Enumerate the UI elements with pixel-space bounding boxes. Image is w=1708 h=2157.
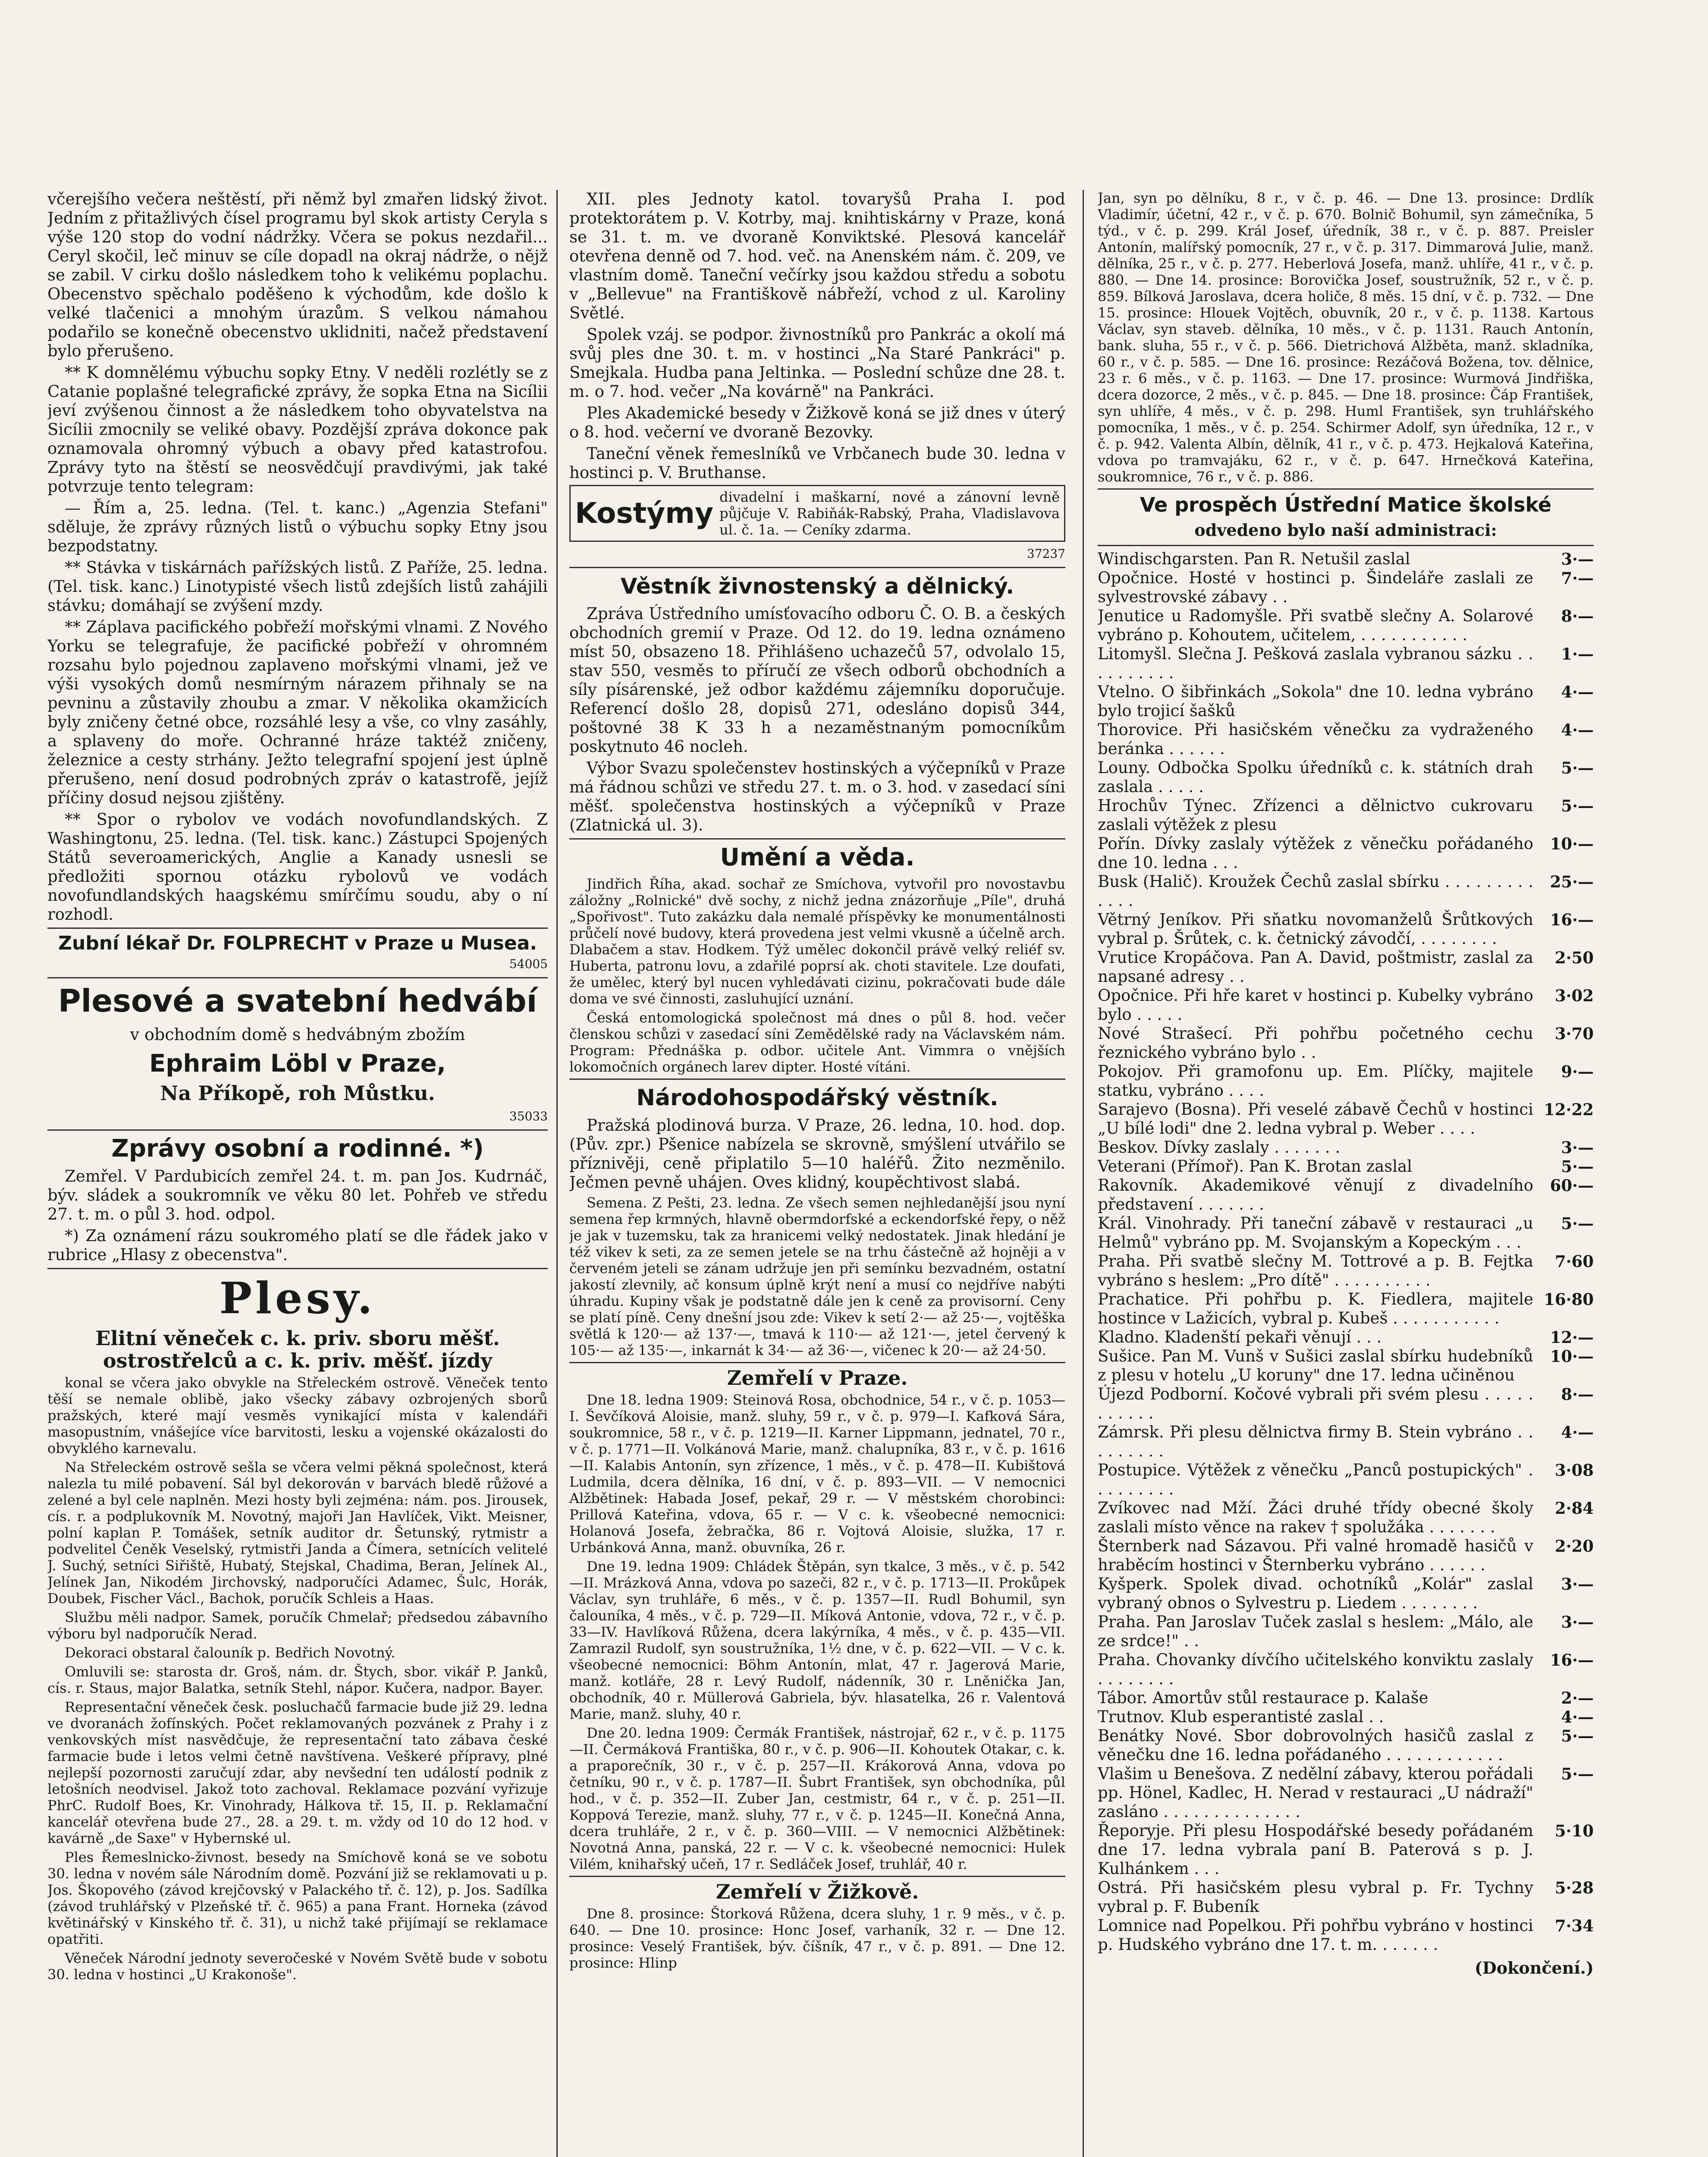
trade-text: Výbor Svazu společenstev hostinských a výčepníků v Praze má řádnou schůzi ve středu 27. t. m. o 3. hod. v zasedací síni měšť. společenstva hostinských a výčepníků v Praze (Zlatnická ul. 3). — [569, 759, 1065, 834]
donation-row — [1098, 1461, 1594, 1499]
donation-row — [1098, 834, 1594, 872]
donation-amount: 3·— — [1561, 1138, 1594, 1157]
ball-notice: Spolek vzáj. se podpor. živnostníků pro Pankrác a okolí má svůj ples dne 30. t. m. v hostinci „Na Staré Pankráci" p. Smejkala. Hudba pana Jeltinka. — Poslední schůze dne 28. t. m. o 7. hod. večer „Na kovárně" na Pankráci. — [569, 325, 1065, 401]
donation-text: Řeporyje. Při plesu Hospodářské besedy pořádaném dne 17. ledna vybrala paní B. Paterová s p. J. Kulhánkem . . . — [1098, 1821, 1533, 1878]
donation-text: Lomnice nad Popelkou. Při pohřbu vybráno v hostinci p. Hudského vybráno dne 17. t. m. . . . . . . — [1098, 1916, 1533, 1954]
article-rome-telegram: — Řím a, 25. ledna. (Tel. t. kanc.) „Agenzia Stefani" sděluje, že zprávy různých listů o výbuchu sopky Etny jsou bezpodstatny. — [47, 499, 548, 555]
art-text: Jindřich Říha, akad. sochař ze Smíchova, vytvořil pro novostavbu záložny „Rolnické" dvě sochy, z nichž jedna znázorňuje „Píle", druhá „Spořivost". Tuto zakázku dala nemalé příspěvky ke monumentálnosti průčelí nové budovy, která provedena jest velmi vkusně a účelně arch. Dlabačem a stav. Hodkem. Týž umělec dokončil právě velký reliéf sv. Huberta, patronu lovu, a zdařilé poprsí ak. choti stavitele. Lze doufati, že umělec, který byl nucen vyhledávati cizinu, pokračovati bude dále doma ve své činnosti, zasluhující uznání. — [569, 876, 1065, 1007]
donation-text: Šternberk nad Sázavou. Při valné hromadě hasičů v hraběcím hostinci v Šternberku vybráno . . . . . . — [1098, 1537, 1533, 1574]
ad-number: 37237 — [1027, 547, 1065, 561]
donation-text: Litomyšl. Slečna J. Pešková zaslala vybranou sázku . . . . . . . . . . — [1098, 645, 1533, 682]
donation-text: Postupice. Výtěžek z věnečku „Panců postupických" . . . . . . . . . — [1098, 1461, 1533, 1498]
donation-row — [1098, 1821, 1594, 1878]
donation-row — [1098, 1878, 1594, 1916]
donation-row — [1098, 720, 1594, 758]
column-left — [47, 190, 548, 2157]
section-title-art: Umění a věda. — [720, 843, 915, 871]
donation-row — [1098, 1157, 1594, 1176]
donation-amount: 3·— — [1561, 550, 1594, 569]
donation-amount: 5·— — [1561, 1764, 1594, 1783]
donation-text: Opočnice. Při hře karet v hostinci p. Kubelky vybráno bylo . . . . . — [1098, 986, 1533, 1024]
donation-text: Thorovice. Při hasičském věnečku za vydraženého beránka . . . . . . — [1098, 720, 1533, 758]
donation-row — [1098, 1328, 1594, 1347]
donation-row — [1098, 1423, 1594, 1461]
column-middle — [569, 190, 1065, 2157]
ad-number: 54005 — [509, 957, 548, 971]
divider — [569, 567, 1065, 568]
donation-amount: 5·— — [1561, 1726, 1594, 1745]
donation-row — [1098, 1537, 1594, 1575]
divider — [47, 1129, 548, 1131]
donation-text: Praha. Chovanky dívčího učitelského konviktu zaslaly . . . . . . . . — [1098, 1651, 1533, 1688]
divider — [47, 1268, 548, 1269]
donation-row — [1098, 569, 1594, 607]
ad-number: 35033 — [509, 1109, 548, 1123]
donation-text: Pokojov. Při gramofonu up. Em. Plíčky, majitele statku, vybráno . . . . — [1098, 1062, 1533, 1100]
divider — [1098, 488, 1594, 490]
donation-row — [1098, 1176, 1594, 1214]
column-right — [1098, 190, 1594, 2157]
donation-amount: 16·— — [1550, 1651, 1594, 1670]
ball-text: Na Střeleckém ostrově sešla se včera velmi pěkná společnost, která nalezla tu milé pobavení. Sál byl dekorován v barvách bledě růžové a zelené a byl cele naplněn. Mezi hosty byli zejména: nám. pos. Jirousek, cís. r. a podplukovník M. Novotný, majoři Jan Havlíček, Vikt. Meisner, polní kaplan P. Tomášek, setník auditor dr. Šetunský, rytmistr a podvelitel Čeněk Veselský, rytmistři Janda a Čímera, setnících velitelé J. Suchý, setníci Siřiště, Hubatý, Stejskal, Chadima, Beran, Jelínek Al., Jelínek Jan, Nikodém Jirchovský, nadporučíci Adamec, Šulc, Horák, Doubek, Fischer Václ., Bachok, poručík Schleis a Haas. — [47, 1459, 548, 1607]
donation-text: Praha. Při svatbě slečny M. Tottrové a p. B. Fejtka vybráno s heslem: „Pro dítě" . . . . . . . . . . — [1098, 1252, 1533, 1289]
donation-row — [1098, 1726, 1594, 1764]
donation-amount: 4·— — [1561, 720, 1594, 739]
donation-text: Opočnice. Hosté v hostinci p. Šindeláře zaslali ze sylvestrovské zábavy . . — [1098, 569, 1533, 606]
donation-amount: 60·— — [1550, 1176, 1594, 1195]
trade-text: Zpráva Ústředního umísťovacího odboru Č. O. B. a českých obchodních gremií v Praze. Od 12. do 19. ledna oznámeno míst 50, obsazeno 18. Přihlášeno uchazečů 57, odvolalo 15, stav 550, vesměs to příručí ze všech odborů obchodních a síly písárenské, jež odbor každému zájemníku doporučuje. Referencí došlo 28, dopisů 271, odesláno dopisů 344, poštovné 38 K 33 h a nezaměstnaným pomocníkům poskytnuto 46 nocleh. — [569, 604, 1065, 756]
donation-text: Veterani (Přímoř). Pan K. Brotan zaslal — [1098, 1157, 1412, 1176]
article-paris-strike: ** Stávka v tiskárnách pařížských listů. Z Paříže, 25. ledna. (Tel. tisk. kanc.) Linotypisté všech listů zdejších listů zahájili stávku; domáhají se zvýšení mzdy. — [47, 558, 548, 615]
donation-amount: 3·70 — [1554, 1024, 1594, 1043]
art-text: Česká entomologická společnost má dnes o půl 8. hod. večer členskou schůzi v zasedací síni Zemědělské rady na Václavském nám. Program: Přednáška p. odbor. učitele Ant. Vimmra o vnějších lokomočních orgánech larev dipter. Hosté vítáni. — [569, 1009, 1065, 1075]
donation-amount: 8·— — [1561, 607, 1594, 626]
ad-costumes-text: divadelní i maškarní, nové a zánovní levně půjčuje V. Rabiňák-Rabský, Praha, Vladislavova ul. č. 1a. — Ceníky zdarma. — [719, 489, 1060, 538]
personal-footnote: *) Za oznámení rázu soukromého platí se dle řádek jako v rubrice „Hlasy z obecenstva". — [47, 1226, 548, 1264]
donation-row — [1098, 1290, 1594, 1328]
donation-text: Kyšperk. Spolek divad. ochotníků „Kolár" zaslal vybraný obnos o Sylvestru p. Liedem . . . . . . . . — [1098, 1575, 1533, 1612]
donation-amount: 1·— — [1561, 645, 1594, 663]
economy-text: Semena. Z Pešti, 23. ledna. Ze všech semen nejhledanější jsou nyní semena řep krmných, hlavně obermdorfské a eckendorfské řepy, o něž je jak v tuzemsku, tak za hranicemi velký nedostatek. Jinak hledání je též vikev k seti, za ze semen jetele se na trhu částečně až hojněji a v červeném jeteli se zánam udržuje jen při semínku bezvadném, ostatní jakostí zlevnily, ač konsum úplně krýt není a musí co nejdříve nabýti úhradu. Kupiny však je podstatně dále jen k ceně za provisorní. Ceny se platí píně. Ceny dnešní jsou zde: Vikev k setí 2·— až 25·—, vojtěška světlá k 120·— až 137·—, tmavá k 110·— až 121·—, jetel červený k 105·— až 135·—, inkarnát k 34·— až 36·—, vičenec k 20·— až 24·50. — [569, 1195, 1065, 1358]
donation-text: Král. Vinohrady. Při taneční zábavě v restauraci „u Helmů" vybráno pp. M. Svojanským a Kopeckým . . . — [1098, 1214, 1533, 1251]
ball-text: Omluvili se: starosta dr. Groš, nám. dr. Štych, sbor. vikář P. Janků, cís. r. Staus, major Balatka, setník Stehl, nápor. Kučera, nadpor. Bayer. — [47, 1663, 548, 1696]
donation-amount: 3·08 — [1554, 1461, 1594, 1480]
ad-dentist: Zubní lékař Dr. FOLPRECHT v Praze u Musea. — [58, 932, 537, 954]
donation-amount: 5·— — [1561, 796, 1594, 815]
ad-silk-line: v obchodním domě s hedvábným zbožím — [130, 1025, 465, 1044]
donation-text: Windischgarsten. Pan R. Netušil zaslal — [1098, 550, 1410, 568]
donation-row — [1098, 1916, 1594, 1954]
donation-row — [1098, 550, 1594, 569]
donation-amount: 5·28 — [1554, 1878, 1594, 1897]
donation-text: Újezd Podborní. Kočové vybrali při svém plesu . . . . . . . . . . . — [1098, 1385, 1533, 1422]
article-pacific-flood: ** Záplava pacifického pobřeží mořskými vlnami. Z Nového Yorku se telegrafuje, že pacifické pobřeží v ohromném rozsahu bylo pojednou zaplaveno mořskými vlnami, jež ve výši vysokých domů nesmírným nárazem přihnaly se na pevninu a zůstavily zhoubu a zmar. V několika okamžicích byly zničeny četné obce, rozsáhlé lesy a vše, co vlny zasáhly, a splaveny do moře. Ochranné hráze taktéž zničeny, železnice a cesty strhány. Ježto telegrafní spojení jest úplně přerušeno, není dosud podrobných zpráv o katastrofě, jejíž příčiny dosud nejsou zjištěny. — [47, 618, 548, 807]
donation-row — [1098, 1347, 1594, 1385]
ball-text: Věneček Národní jednoty severočeské v Novém Světě bude v sobotu 30. ledna v hostinci „U Krakonoše". — [47, 1950, 548, 1983]
donation-amount: 12·— — [1550, 1328, 1594, 1347]
divider — [47, 977, 548, 978]
donation-row — [1098, 986, 1594, 1024]
donation-text: Louny. Odbočka Spolku úředníků c. k. státních drah zaslala . . . . . — [1098, 758, 1533, 796]
divider — [569, 1362, 1065, 1363]
donation-amount: 3·— — [1561, 1575, 1594, 1594]
donation-amount: 9·— — [1561, 1062, 1594, 1081]
deaths-text: Dne 18. ledna 1909: Steinová Rosa, obchodnice, 54 r., v č. p. 1053—I. Ševčíková Aloisie, manž. sluhy, 59 r., v č. p. 979—I. Kafková Sára, soukromnice, 58 r., v č. p. 1219—II. Karner Lippmann, jednatel, 70 r., v č. p. 1771—II. Volkánová Marie, manž. chalupníka, 83 r., v č. p. 1616—II. Kalabis Antonín, syn zřízence, 1 měs., v č. p. 478—II. Kubištová Ludmila, dcera dělníka, 16 dní, v č. p. 893—VII. — V nemocnici Alžbětinek: Habada Josef, pekař, 29 r. — V městském chorobinci: Prillová Kateřina, vdova, 65 r. — V c. k. všeobecné nemocnici: Holanová Josefa, žebračka, 86 r. Vojtová Aloisie, služka, 17 r. Urbánková Anna, manž. obuvníka, 26 r. — [569, 1392, 1065, 1556]
divider — [1098, 545, 1594, 546]
donation-text: Busk (Halič). Kroužek Čechů zaslal sbírku . . . . . . . . . . . . . — [1098, 872, 1533, 910]
donation-row — [1098, 682, 1594, 720]
divider — [569, 1078, 1065, 1080]
donation-row — [1098, 1100, 1594, 1138]
donation-amount: 2·50 — [1554, 948, 1594, 967]
section-title-deaths-prague: Zemřelí v Praze. — [727, 1366, 908, 1390]
donation-row — [1098, 607, 1594, 645]
section-title-balls: Plesy. — [219, 1273, 376, 1324]
donation-text: Sušice. Pan M. Vunš v Sušici zaslal sbírku hudebníků z plesu v hotelu „U koruny" dne 17. ledna učiněnou — [1098, 1347, 1533, 1384]
section-title-trade: Věstník živnostenský a dělnický. — [620, 574, 1014, 599]
donation-text: Hrochův Týnec. Zřízenci a dělnictvo cukrovaru zaslali výtěžek z plesu — [1098, 796, 1533, 834]
column-divider — [1083, 190, 1084, 2157]
donation-row — [1098, 645, 1594, 682]
donation-text: Vlašim u Benešova. Z nedělní zábavy, kterou pořádali pp. Hönel, Kadlec, H. Nerad v restauraci „U nádraží" zasláno . . . . . . . . . . . . . . — [1098, 1764, 1533, 1821]
personal-note: Zemřel. V Pardubicích zemřel 24. t. m. pan Jos. Kudrnáč, býv. sládek a soukromník ve věku 80 let. Pohřeb ve středu 27. t. m. o půl 3. hod. odpol. — [47, 1167, 548, 1223]
donation-text: Kladno. Kladenští pekaři věnují . . . — [1098, 1328, 1382, 1346]
donation-row — [1098, 758, 1594, 796]
section-title-deaths-zizkov: Zemřelí v Žižkově. — [716, 1880, 919, 1903]
donation-text: Ostrá. Při hasičském plesu vybral p. Fr. Tychny vybral p. F. Bubeník — [1098, 1878, 1533, 1916]
donation-amount: 4·— — [1561, 682, 1594, 701]
article-circus: včerejšího večera neštěstí, při němž byl zmařen lidský život. Jedním z přitažlivých čísel programu byl skok artisty Ceryla s výše 120 stop do vodní nádržky. Včera se pokus nezdařil... Ceryl skočil, leč minuv se cíle dopadl na okraj nádrže, o nějž se zabil. V cirku došlo následkem toho k velikému poplachu. Obecenstvo spěchalo poděšeno k východům, kde došlo k velké tlačenici a mnohým úrazům. S velkou námahou podařilo se konečně obecenstvo uklidniti, načež představení bylo přerušeno. — [47, 190, 548, 360]
donation-text: Nové Strašecí. Při pohřbu početného cechu řeznického vybráno bylo . . — [1098, 1024, 1533, 1062]
donation-amount: 16·— — [1550, 910, 1594, 929]
donation-row — [1098, 1764, 1594, 1821]
section-title-economy: Národohospodářský věstník. — [636, 1085, 998, 1111]
section-title-personal: Zprávy osobní a rodinné. *) — [111, 1135, 484, 1163]
donation-text: Jenutice u Radomyšle. Při svatbě slečny A. Solarové vybráno p. Kohoutem, učitelem, . . . . . . . . . . . — [1098, 607, 1533, 644]
donation-row — [1098, 1613, 1594, 1651]
donation-text: Vrutice Kropáčova. Pan A. David, poštmistr, zaslal za napsané adresy . . — [1098, 948, 1533, 986]
deaths-text: Dne 20. ledna 1909: Čermák František, nástrojař, 62 r., v č. p. 1175—II. Čermáková Františka, 80 r., v č. p. 906—II. Kohoutek Otakar, c. k. a praporečník, 30 r., v č. p. 257—II. Krákorová Anna, vdova po četníku, 90 r., v č. p. 1787—II. Šubrt František, syn obchodníka, půl hod., v č. p. 352—II. Zuber Jan, cestmistr, 64 r., v č. p. 251—II. Koppová Terezie, manž. sluhy, 77 r., v č. p. 1245—II. Konečná Anna, dcera truhláře, 2 r., v č. p. 360—VIII. — V nemocnici Alžbětinek: Novotná Anna, panská, 22 r. — V c. k. všeobecné nemocnici: Hulek Vilém, knihařský učeň, 17 r. Sedláček Josef, truhlář, 40 r. — [569, 1725, 1065, 1872]
divider — [47, 928, 548, 929]
ad-silk-title: Plesové a svatební hedvábí — [58, 983, 537, 1019]
divider — [569, 838, 1065, 840]
donation-amount: 16·80 — [1544, 1290, 1594, 1309]
donation-row — [1098, 872, 1594, 910]
donation-amount: 3·— — [1561, 1613, 1594, 1632]
donation-amount: 2·84 — [1554, 1499, 1594, 1518]
continued-note: (Dokončení.) — [1474, 1958, 1594, 1978]
ball-notice: Ples Akademické besedy v Žižkově koná se již dnes v úterý o 8. hod. večerní ve dvoraně Bezovky. — [569, 404, 1065, 441]
economy-text: Pražská plodinová burza. V Praze, 26. ledna, 10. hod. dop. (Pův. zpr.) Pšenice nabízela se skrovně, smýšlení utvářilo se příznivěji, ceně připlatilo 5—10 haléřů. Žito nezměnilo. Ječmen pevně uhájen. Oves klidný, koupěchtivost slabá. — [569, 1116, 1065, 1192]
donation-row — [1098, 1575, 1594, 1613]
donation-amount: 5·10 — [1554, 1821, 1594, 1840]
donation-amount: 12·22 — [1544, 1100, 1594, 1119]
donation-row — [1098, 1651, 1594, 1688]
donation-amount: 7·34 — [1554, 1916, 1594, 1935]
donation-text: Rakovník. Akademikové věnují z divadelního představení . . . . . . . — [1098, 1176, 1533, 1214]
donation-amount: 5·— — [1561, 758, 1594, 777]
donation-text: Vtelno. O šibřinkách „Sokola" dne 10. ledna vybráno bylo trojicí šašků — [1098, 682, 1533, 720]
donation-row — [1098, 1252, 1594, 1290]
donation-text: Větrný Jeníkov. Při sňatku novomanželů Šrůtkových vybral p. Šrůtek, c. k. četnický závodčí, . . . . . . . . — [1098, 910, 1533, 948]
ad-costumes-title: Kostýmy — [575, 497, 713, 530]
divider — [569, 1876, 1065, 1877]
article-etna: ** K domnělému výbuchu sopky Etny. V neděli rozlétly se z Catanie poplašné telegrafické zprávy, že sopka Etna na Sicílii jeví zvýšenou činnost a že následkem toho obyvatelstva na Sicílii zmocnily se veliké obavy. Pozdější zpráva dokonce pak oznamovala ohromný výbuch a obavy před katastrofou. Zprávy tyto na štěstí se neosvědčují pravdivými, jak také potvrzuje tento telegram: — [47, 363, 548, 496]
donation-amount: 7·60 — [1554, 1252, 1594, 1271]
donation-row — [1098, 948, 1594, 986]
donation-text: Trutnov. Klub esperantisté zaslal . . — [1098, 1707, 1384, 1726]
donation-text: Praha. Pan Jaroslav Tuček zaslal s heslem: „Málo, ale ze srdce!" . . — [1098, 1613, 1533, 1650]
donation-text: Prachatice. Při pohřbu p. K. Fiedlera, majitele hostince v Lažicích, vybral p. Kubeš . . . . . . . . . . . — [1098, 1290, 1533, 1327]
donation-row — [1098, 796, 1594, 834]
donation-amount: 7·— — [1561, 569, 1594, 588]
section-title-matice: Ve prospěch Ústřední Matice školské — [1140, 493, 1552, 516]
donations-list — [1098, 550, 1594, 1954]
ball-heading: Elitní věneček c. k. priv. sboru měšť. ostrostřelců a c. k. priv. měšť. jízdy — [95, 1327, 500, 1372]
ad-silk-address: Na Příkopě, roh Můstku. — [160, 1082, 435, 1105]
donation-text: Sarajevo (Bosna). Při veselé zábavě Čechů v hostinci „U bílé lodi" dne 2. ledna vybral p. Weber . . . . — [1098, 1100, 1533, 1138]
ball-notice: XII. ples Jednoty katol. tovaryšů Praha I. pod protektorátem p. V. Kotrby, maj. knihtiskárny v Praze, koná se 31. t. m. ve dvoraně Konviktské. Plesová kancelář otevřena denně od 7. hod. več. na Anenském nám. č. 209, ve vlastním domě. Taneční večírky jsou každou středu a sobotu v „Bellevue" na Františkově nábřeží, vchod z ul. Karoliny Světlé. — [569, 190, 1065, 322]
ad-silk-company: Ephraim Löbl v Praze, — [149, 1050, 446, 1078]
ball-notice: Taneční věnek řemeslníků ve Vrbčanech bude 30. ledna v hostinci p. V. Bruthanse. — [569, 444, 1065, 482]
ball-text: Ples Řemeslnicko-živnost. besedy na Smíchově koná se ve sobotu 30. ledna v novém sále Národním domě. Pozvání již se reklamovati u p. Jos. Škopového (závod krejčovský v Palackého tř. č. 12), p. Jos. Sadílka (závod truhlářský v Plzeňské tř. č. 965) a pana Frant. Horneka (závod květinářský v Kinského tř. č. 31), u nichž také přijímají se reklamace opatřiti. — [47, 1849, 548, 1947]
donation-text: Pořín. Dívky zaslaly výtěžek z věnečku pořádaného dne 10. ledna . . . — [1098, 834, 1533, 872]
donation-amount: 10·— — [1550, 834, 1594, 853]
ball-text: Službu měli nadpor. Samek, poručík Chmelař; předsedou zábavního výboru byl nadporučík Nerad. — [47, 1609, 548, 1642]
ad-costumes — [569, 485, 1065, 542]
donation-row — [1098, 1688, 1594, 1707]
donation-amount: 10·— — [1550, 1347, 1594, 1366]
deaths-text: Dne 19. ledna 1909: Chládek Štěpán, syn tkalce, 3 měs., v č. p. 542—II. Mrázková Anna, vdova po sazeči, 82 r., v č. p. 1713—II. Prokůpek Václav, syn truhláře, 6 měs., v č. p. 1357—II. Rudl Bohumil, syn čalouníka, 4 měs., v č. p. 729—II. Míková Antonie, vdova, 72 r., v č. p. 33—IV. Havlíková Růžena, dcera lakýrníka, 4 měs., v č. p. 435—VII. Zamrazil Rudolf, syn soustružníka, 1½ dne, v č. p. 622—VII. — V c. k. všeobecné nemocnici: Böhm Antonín, mlat, 47 r. Jagerová Marie, manž. kotláře, 28 r. Levý Rudolf, nádenník, 30 r. Lněnička Jan, obchodník, 40 r. Müllerová Gabriela, býv. hlasatelka, 26 r. Valentová Marie, manž. sluhy, 40 r. — [569, 1558, 1065, 1722]
section-subtitle-matice: odvedeno bylo naší administraci: — [1194, 520, 1497, 540]
donation-text: Zvíkovec nad Mží. Žáci druhé třídy obecné školy zaslali místo věnce na rakev † spolužáka . . . . . . . — [1098, 1499, 1533, 1536]
deaths-text: Dne 8. prosince: Štorková Růžena, dcera sluhy, 1 r. 9 měs., v č. p. 640. — Dne 10. prosince: Honc Josef, varhaník, 32 r. — Dne 12. prosince: Veselý František, býv. číšník, 47 r., v č. p. 891. — Dne 12. prosince: Hlinp — [569, 1905, 1065, 1971]
donation-text: Benátky Nové. Sbor dobrovolných hasičů zaslal z věnečku dne 16. ledna pořádaného . . . . . . . . . . . . — [1098, 1726, 1533, 1764]
donation-row — [1098, 1499, 1594, 1537]
donation-amount: 4·— — [1561, 1423, 1594, 1442]
donation-amount: 5·— — [1561, 1157, 1594, 1176]
donation-row — [1098, 1062, 1594, 1100]
donation-row — [1098, 1385, 1594, 1423]
donation-amount: 4·— — [1561, 1707, 1594, 1726]
donation-row — [1098, 910, 1594, 948]
donation-amount: 5·— — [1561, 1214, 1594, 1233]
donation-row — [1098, 1707, 1594, 1726]
ball-text: Representační věneček česk. posluchačů farmacie bude již 29. ledna ve dvoranách žofínských. Počet reklamovaných pozvánek z Prahy i z venkovských míst nasvědčuje, že representační tato zábava české farmacie bude i letos velmi četně navštívena. Veškeré přípravy, plné nejlepší pozornosti zaručují zdar, aby nevšední ten událostí podnik z letošních neodvisel. Jakož toto zachoval. Reklamace pozvání vyřizuje PhrC. Rudolf Boes, Kr. Vinohrady, Hálkova tř. 15, II. p. Reklamační kancelář otevřena bude 27., 28. a 29. t. m. vždy od 10 do 12 hod. v kavárně „de Saxe" v Hybernské ul. — [47, 1699, 548, 1846]
donation-text: Beskov. Dívky zaslaly . . . . . . . — [1098, 1138, 1341, 1157]
donation-text: Zámrsk. Při plesu dělnictva firmy B. Stein vybráno . . . . . . . . . — [1098, 1423, 1533, 1460]
donation-row — [1098, 1138, 1594, 1157]
donation-amount: 25·— — [1550, 872, 1594, 891]
donation-row — [1098, 1024, 1594, 1062]
donation-amount: 3·02 — [1554, 986, 1594, 1005]
ball-text: konal se včera jako obvykle na Střeleckém ostrově. Věneček tento těší se nemale oblibě, jako všecky zábavy ozbrojených sborů pražských, které mají vesměs vynikající místa v kalendáři masopustním, vnášejíce více barvitosti, lesku a vojenské okázalosti do obvyklého karnevalu. — [47, 1374, 548, 1456]
donation-amount: 8·— — [1561, 1385, 1594, 1404]
ball-text: Dekoraci obstaral čalouník p. Bedřich Novotný. — [65, 1644, 396, 1661]
donation-amount: 2·20 — [1554, 1537, 1594, 1556]
deaths-text: Jan, syn po dělníku, 8 r., v č. p. 46. — Dne 13. prosince: Drdlík Vladimír, účetní, 42 r., v č. p. 670. Bolnič Bohumil, syn zámečníka, 5 týd., v č. p. 299. Král Josef, úředník, 38 r., v č. p. 887. Preisler Antonín, malířský pomocník, 27 r., v č. p. 317. Dimmarová Julie, manž. dělníka, 25 r., v č. p. 277. Heberlová Josefa, manž. uhlíře, 41 r., v č. p. 880. — Dne 14. prosince: Borovička Josef, soustružník, 52 r., v č. p. 859. Bílková Jaroslava, dcera holiče, 8 měs. 15 dní, v č. p. 732. — Dne 15. prosince: Hlouek Vojtěch, obuvník, 20 r., v č. p. 1138. Kartous Václav, syn staveb. dělníka, 10 měs., v č. p. 1131. Rauch Antonín, bank. sluha, 55 r., v č. p. 566. Dietrichová Alžběta, manž. skladníka, 60 r., v č. p. 585. — Dne 16. prosince: Rezáčová Božena, tov. dělnice, 23 r. 6 měs., v č. p. 1163. — Dne 17. prosince: Wurmová Jindřiška, dcera dozorce, 2 měs., v č. p. 845. — Dne 18. prosince: Čáp František, syn uhlíře, 4 měs., v č. p. 298. Huml František, syn truhlářského pomocníka, 1 měs., v č. p. 254. Schirmer Adolf, syn úředníka, 12 r., v č. p. 942. Valenta Albín, dělník, 41 r., v č. p. 473. Hejkalová Kateřina, vdova po tramvajáku, 62 r., v č. p. 647. Hrnečková Kateřina, soukromnice, 76 r., v č. p. 886. — [1098, 190, 1594, 485]
donation-amount: 2·— — [1561, 1688, 1594, 1707]
donation-text: Tábor. Amortův stůl restaurace p. Kalaše — [1098, 1688, 1429, 1707]
donation-row — [1098, 1214, 1594, 1252]
column-divider — [556, 190, 558, 2157]
article-newfoundland: ** Spor o rybolov ve vodách novofundlandských. Z Washingtonu, 25. ledna. (Tel. tisk. kanc.) Zástupci Spojených Států severoamerických, Anglie a Kanady usnesli se předložiti spornou otázku rybolovů ve vodách novofundlandských haagskému smírčímu soudu, aby o ní rozhodl. — [47, 810, 548, 924]
